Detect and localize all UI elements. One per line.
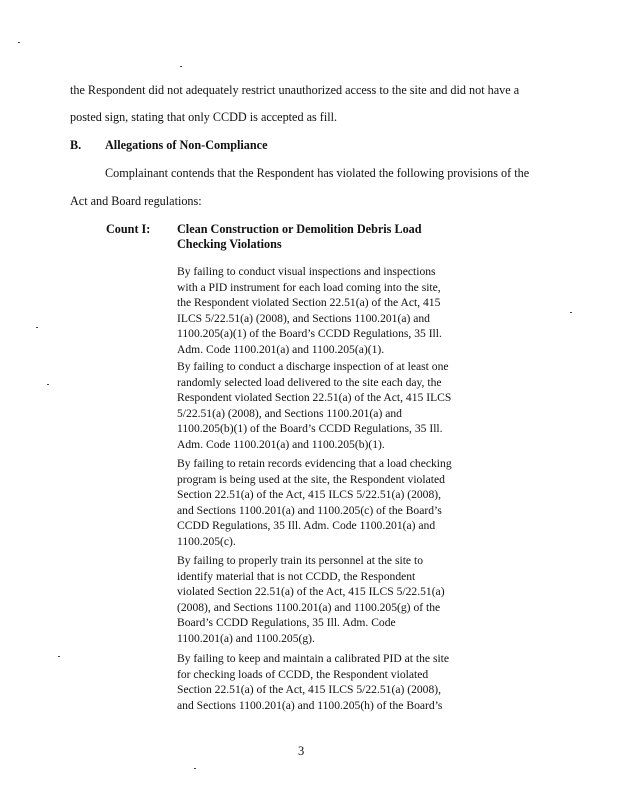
paragraph-line: By failing to keep and maintain a calibrated PID at the site: [177, 652, 450, 665]
paragraph-line: for checking loads of CCDD, the Respondent violated: [177, 667, 429, 681]
paragraph-line: Board’s CCDD Regulations, 35 Ill. Adm. Code: [177, 616, 396, 629]
violation-paragraph-4: [177, 553, 467, 646]
scan-speck: [180, 66, 182, 67]
scan-speck: [58, 656, 60, 657]
paragraph-line: Section 22.51(a) of the Act, 415 ILCS 5/22.51(a) (2008),: [177, 488, 442, 501]
paragraph-line: violated Section 22.51(a) of the Act, 415 ILCS 5/22.51(a): [177, 585, 445, 598]
count-title-line-2: Checking Violations: [177, 236, 282, 251]
section-letter: B.: [70, 138, 82, 152]
paragraph-line: By failing to conduct visual inspections and inspections: [177, 265, 436, 278]
violation-paragraph-3: [177, 456, 467, 549]
paragraph-line: By failing to conduct a discharge inspection of at least one: [177, 360, 449, 373]
paragraph-line: CCDD Regulations, 35 Ill. Adm. Code 1100.201(a) and: [177, 519, 436, 532]
paragraph-line: ILCS 5/22.51(a) (2008), and Sections 1100.201(a) and: [177, 311, 430, 325]
scan-speck: [36, 327, 38, 328]
paragraph-line: By failing to properly train its personnel at the site to: [177, 554, 423, 567]
count-title: [177, 222, 422, 251]
paragraph-line: Adm. Code 1100.201(a) and 1100.205(a)(1).: [177, 342, 385, 356]
paragraph-line: Respondent violated Section 22.51(a) of the Act, 415 ILCS: [177, 391, 452, 404]
intro-line-2: posted sign, stating that only CCDD is accepted as fill.: [70, 110, 338, 124]
section-title: Allegations of Non-Compliance: [105, 138, 268, 152]
count-title-line-1: Clean Construction or Demolition Debris Load: [177, 222, 422, 236]
paragraph-line: (2008), and Sections 1100.201(a) and 1100.205(g) of the: [177, 600, 441, 614]
paragraph-line: 1100.205(c).: [177, 534, 236, 548]
violation-paragraph-1: [177, 264, 467, 357]
paragraph-line: and Sections 1100.201(a) and 1100.205(h) of the Board’s: [177, 698, 443, 712]
paragraph-line: the Respondent violated Section 22.51(a) of the Act, 415: [177, 296, 441, 309]
paragraph-line: randomly selected load delivered to the site each day, the: [177, 375, 442, 389]
paragraph-line: Adm. Code 1100.201(a) and 1100.205(b)(1).: [177, 437, 385, 451]
count-label: Count I:: [106, 222, 151, 236]
section-body-line-1: Complainant contends that the Respondent has violated the following provisions of the: [105, 166, 530, 180]
intro-line-1: the Respondent did not adequately restrict unauthorized access to the site and did not have a: [70, 83, 520, 97]
paragraph-line: 1100.205(a)(1) of the Board’s CCDD Regulations, 35 Ill.: [177, 327, 442, 340]
violation-paragraph-2: [177, 359, 467, 452]
paragraph-line: with a PID instrument for each load coming into the site,: [177, 280, 441, 294]
paragraph-line: program is being used at the site, the Respondent violated: [177, 472, 445, 486]
paragraph-line: By failing to retain records evidencing that a load checking: [177, 457, 452, 470]
page-number: 3: [298, 744, 305, 758]
section-body-line-2: Act and Board regulations:: [70, 194, 202, 208]
scan-speck: [194, 768, 196, 769]
scan-speck: [18, 42, 20, 43]
violation-paragraph-5: [177, 651, 467, 713]
paragraph-line: 1100.205(b)(1) of the Board’s CCDD Regulations, 35 Ill.: [177, 422, 443, 435]
paragraph-line: 5/22.51(a) (2008), and Sections 1100.201(a) and: [177, 406, 402, 420]
scan-speck: [570, 312, 572, 313]
paragraph-line: Section 22.51(a) of the Act, 415 ILCS 5/22.51(a) (2008),: [177, 683, 442, 696]
paragraph-line: identify material that is not CCDD, the Respondent: [177, 569, 416, 583]
scan-speck: [47, 384, 49, 385]
paragraph-line: and Sections 1100.201(a) and 1100.205(c) of the Board’s: [177, 503, 442, 517]
paragraph-line: 1100.201(a) and 1100.205(g).: [177, 631, 315, 645]
